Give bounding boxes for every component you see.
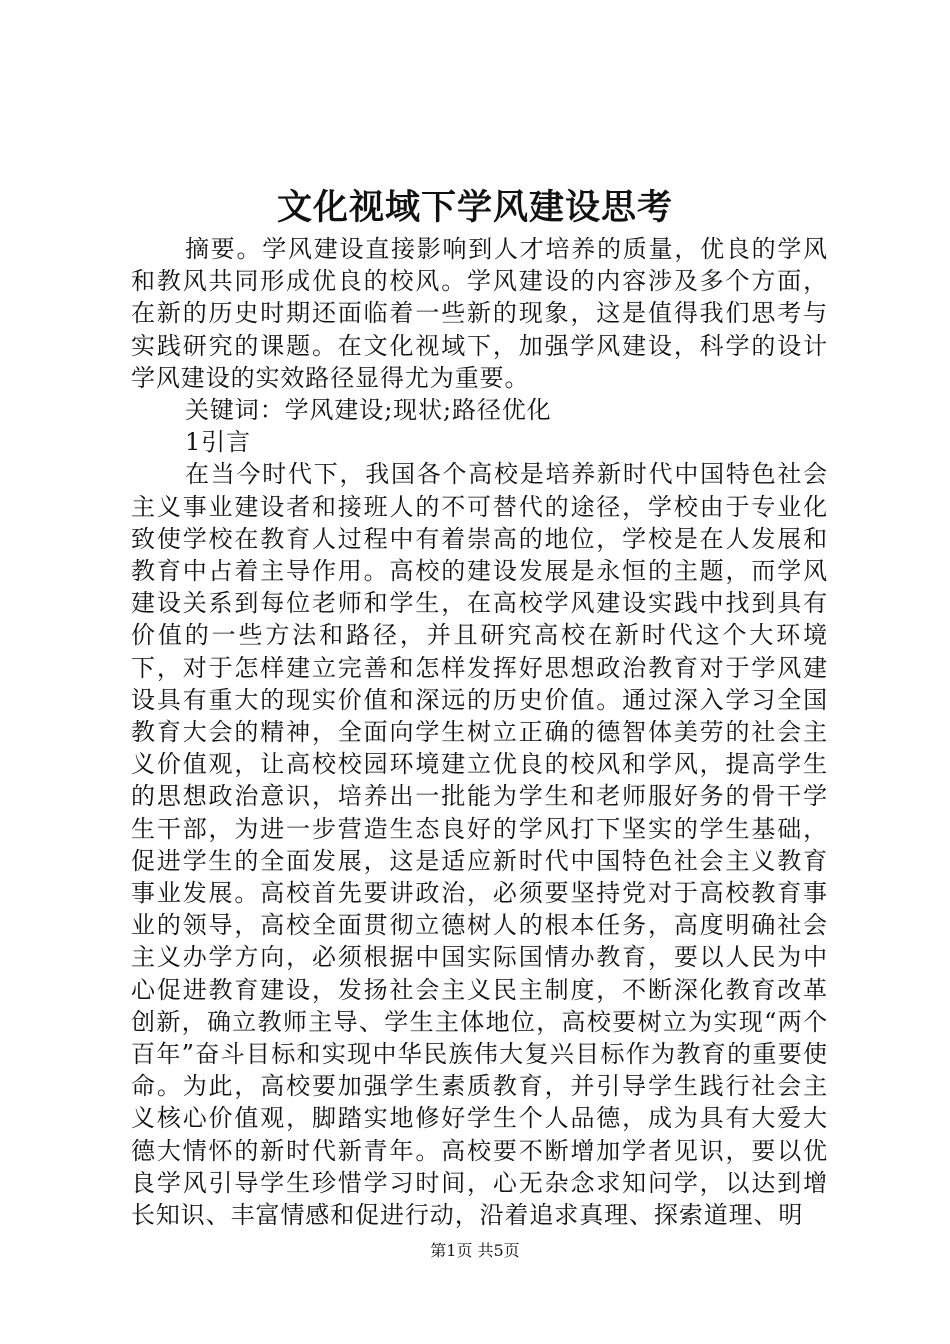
keywords-line: 关键词：学风建设;现状;路径优化 [185, 396, 552, 425]
abstract-paragraph: 摘要。学风建设直接影响到人才培养的质量，优良的学风和教风共同形成优良的校风。学风建设的内容涉及多个方面，在新的历史时期还面临着一些新的现象，这是值得我们思考与实践研究的课题。在文化视域下，加强学风建设，科学的设计学风建设的实效路径显得尤为重要。 [131, 235, 828, 392]
document-title: 文化视域下学风建设思考 [276, 187, 673, 228]
document-body [131, 233, 828, 1231]
page-number-footer: 第1页 共5页 [430, 1241, 520, 1260]
section-heading: 1引言 [185, 428, 251, 457]
body-paragraph: 在当今时代下，我国各个高校是培养新时代中国特色社会主义事业建设者和接班人的不可替代的途径，学校由于专业化致使学校在教育人过程中有着崇高的地位，学校是在人发展和教育中占着主导作用。高校的建设发展是永恒的主题，而学风建设关系到每位老师和学生，在高校学风建设实践中找到具有价值的一些方法和路径，并且研究高校在新时代这个大环境下，对于怎样建立完善和怎样发挥好思想政治教育对于学风建设具有重大的现实价值和深远的历史价值。通过深入学习全国教育大会的精神，全面向学生树立正确的德智体美劳的社会主义价值观，让高校校园环境建立优良的校风和学风，提高学生的思想政治意识，培养出一批能为学生和老师服好务的骨干学生干部，为进一步营造生态良好的学风打下坚实的学生基础，促进学生的全面发展，这是适应新时代中国特色社会主义教育事业发展。高校首先要讲政治，必须要坚持党对于高校教育事业的领导，高校全面贯彻立德树人的根本任务，高度明确社会主义办学方向，必须根据中国实际国情办教育，要以人民为中心促进教育建设，发扬社会主义民主制度，不断深化教育改革创新，确立教师主导、学生主体地位，高校要树立为实现“两个百年”奋斗目标和实现中华民族伟大复兴目标作为教育的重要使命。为此，高校要加强学生素质教育，并引导学生践行社会主义核心价值观，脚踏实地修好学生个人品德，成为具有大爱大德大情怀的新时代新青年。高校要不断增加学者见识，要以优良学风引导学生珍惜学习时间，心无杂念求知问学，以达到增长知识、丰富情感和促进行动，沿着追求真理、探索道理、明 [131, 460, 828, 1230]
